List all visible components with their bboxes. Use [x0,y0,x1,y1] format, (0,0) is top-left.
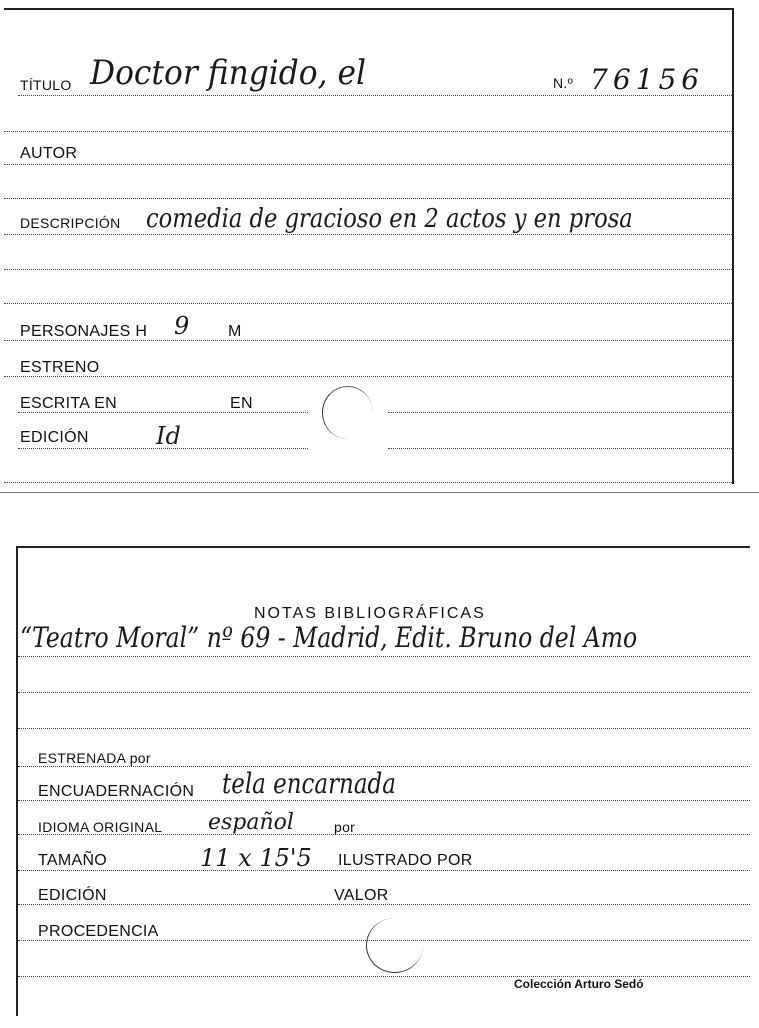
titulo-label: TÍTULO [20,77,72,93]
rule-bottom [4,482,732,483]
titulo-value: Doctor fingido, el [90,53,367,93]
idioma-label: IDIOMA ORIGINAL [38,819,163,835]
rule-escrita [18,412,308,413]
collection-stamp: Colección Arturo Sedó [514,977,644,991]
punch-hole-circle-2 [366,918,423,973]
procedencia-label: PROCEDENCIA [38,923,159,940]
rule-5 [18,692,750,693]
escrita-en-label: EN [230,395,253,412]
descripcion-value: comedia de gracioso en 2 actos y en prosa [146,204,633,234]
rule-encuadernacion [18,800,750,801]
personajes-m-label: M [228,323,242,340]
notas-value: “Teatro Moral” nº 69 - Madrid, Edit. Bruno del Amo [20,621,638,654]
autor-label: AUTOR [20,145,78,162]
estrenada-label: ESTRENADA por [38,750,151,766]
descripcion-label: DESCRIPCIÓN [20,215,121,231]
edicion-value: Id [156,422,181,450]
edicion2-label: EDICIÓN [38,887,107,904]
edicion-label: EDICIÓN [20,429,89,446]
rule-2 [4,198,732,199]
idioma-por-label: por [334,819,356,835]
escrita-label: ESCRITA EN [20,395,117,412]
tamano-label: TAMAÑO [38,852,108,869]
rule-3 [4,269,732,270]
rule-estreno [4,376,732,377]
encuadernacion-label: ENCUADERNACIÓN [38,783,195,800]
numero-value: 76156 [590,63,705,96]
valor-label: VALOR [334,887,389,904]
notas-heading: NOTAS BIBLIOGRÁFICAS [254,605,486,622]
rule-autor [4,164,732,165]
rule-4 [4,303,732,304]
estreno-label: ESTRENO [20,359,100,376]
idioma-value: español [208,810,294,835]
rule-descripcion [4,234,732,235]
personajes-label: PERSONAJES H [20,323,148,340]
rule-1 [4,131,732,132]
punch-hole-circle [322,386,373,439]
tamano-value: 11 x 15'5 [200,844,312,872]
personajes-h-value: 9 [174,312,190,340]
rule-tamano [18,870,750,871]
ilustrado-label: ILUSTRADO POR [338,852,473,869]
rule-escrita-right [388,412,732,413]
rule-edicion2 [18,904,750,905]
rule-notas [18,656,750,657]
rule-6 [18,728,750,729]
rule-personajes [4,340,732,341]
encuadernacion-value: tela encarnada [222,767,396,800]
numero-label: N.º [553,75,574,91]
rule-edicion-right [388,448,732,449]
cut-line [0,492,759,493]
